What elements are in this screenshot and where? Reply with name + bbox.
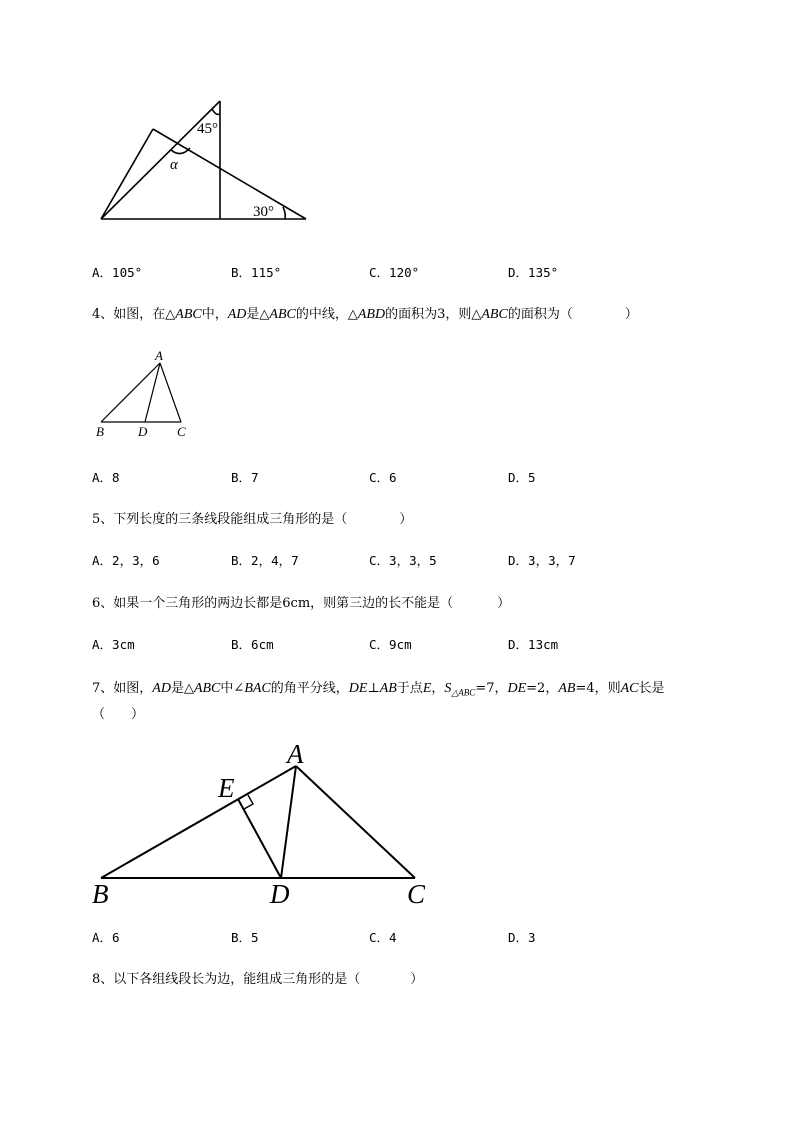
q8-stem: 8、以下各组线段长为边，能组成三角形的是（ ） (92, 972, 424, 987)
q6-stem: 6、如果一个三角形的两边长都是6cm，则第三边的长不能是（ ） (92, 596, 511, 611)
fig7-side-ac (296, 766, 415, 878)
fig3-label-alpha: α (170, 157, 178, 173)
q3-option-b[interactable]: B．115° (231, 265, 282, 280)
fig4-label-a: A (155, 348, 163, 363)
fig7-label-e: E (218, 773, 235, 803)
q4-option-a[interactable]: A．8 (92, 470, 120, 485)
q7-option-d[interactable]: D．3 (508, 930, 536, 945)
fig3-label-45: 45° (197, 121, 218, 137)
fig7-label-b: B (92, 879, 109, 909)
fig7-bisector-ad (281, 766, 296, 878)
q6-option-d[interactable]: D．13cm (508, 637, 559, 652)
fig7-perpendicular-de (238, 799, 281, 878)
q7-option-b[interactable]: B．5 (231, 930, 259, 945)
fig4-label-d: D (138, 424, 148, 439)
q7-stem-line2: （ ） (92, 707, 145, 722)
fig7-label-a: A (287, 739, 304, 769)
q4-option-d[interactable]: D．5 (508, 470, 536, 485)
q3-option-c[interactable]: C．120° (369, 265, 420, 280)
fig7-right-angle-mark (244, 795, 253, 809)
q4-option-b[interactable]: B．7 (231, 470, 259, 485)
q4-option-c[interactable]: C．6 (369, 470, 397, 485)
q6-option-b[interactable]: B．6cm (231, 637, 274, 652)
fig7-label-c: C (407, 879, 426, 909)
q7-stem: 7、如图，AD是△ABC中∠BAC的角平分线，DE⊥AB于点E，$S_{\triangle ABC}=7$，DE=2，AB=4，则AC长是 (92, 681, 665, 698)
q7-option-a[interactable]: A．6 (92, 930, 120, 945)
fig4-label-c: C (177, 424, 186, 439)
q5-option-b[interactable]: B．2，4，7 (231, 553, 299, 568)
fig4-label-b: B (96, 424, 104, 439)
q5-option-c[interactable]: C．3，3，5 (369, 553, 437, 568)
q6-option-c[interactable]: C．9cm (369, 637, 412, 652)
q5-option-d[interactable]: D．3，3，7 (508, 553, 576, 568)
fig7-label-d: D (270, 879, 290, 909)
fig7-side-ab (101, 766, 296, 878)
q3-option-d[interactable]: D．135° (508, 265, 559, 280)
q6-option-a[interactable]: A．3cm (92, 637, 135, 652)
q5-stem: 5、下列长度的三条线段能组成三角形的是（ ） (92, 512, 413, 527)
fig3-label-30: 30° (253, 204, 274, 220)
q5-option-a[interactable]: A．2，3，6 (92, 553, 160, 568)
q7-option-c[interactable]: C．4 (369, 930, 397, 945)
q3-option-a[interactable]: A．105° (92, 265, 143, 280)
q4-stem: 4、如图，在△ABC中，AD是△ABC的中线，△ABD的面积为3，则△ABC的面积为（ ） (92, 307, 638, 322)
